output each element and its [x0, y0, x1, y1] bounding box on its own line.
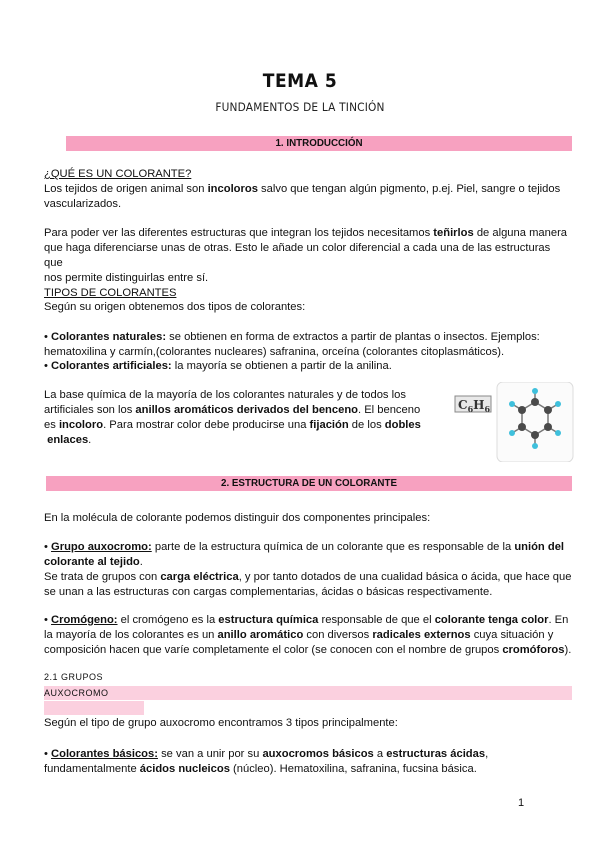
paragraph-1: Los tejidos de origen animal son incoloros salvo que tengan algún pigmento, p.ej. Piel, sangre o tejidos vascularizados.	[44, 183, 561, 210]
page-subtitle: FUNDAMENTOS DE LA TINCIÓN	[215, 100, 385, 114]
subsection-bar-short	[44, 701, 144, 715]
subsection-number: 2.1 GRUPOS	[44, 672, 104, 682]
paragraph-2: Para poder ver las diferentes estructuras que integran los tejidos necesitamos teñirlos de alguna manera que haga diferenciarse unas de otras. Esto le añade un color diferencial a cada una de las estructuras que nos permite distinguirlas entre sí.	[44, 227, 568, 284]
tipos-heading: TIPOS DE COLORANTES	[44, 287, 177, 299]
page-number: 1	[518, 797, 525, 809]
subsection-bar	[44, 686, 572, 700]
benzene-image	[400, 382, 575, 462]
bullet-auxocromo: • Grupo auxocromo: parte de la estructura química de un colorante que es responsable de la unión del colorante al tejido. Se trata de grupos con carga eléctrica, y por tanto dotados de una cualidad básica o ácida, que hace que se unan a las estructuras con cargas complementarias, ácidas o básicas respectivamente.	[44, 541, 572, 598]
bullet-basicos: • Colorantes básicos: se van a unir por su auxocromos básicos a estructuras ácidas, fundamentalmente ácidos nucleicos (núcleo). Hematoxilina, safranina, fucsina básica.	[44, 748, 489, 775]
svg-text:C6H6: $C_6H_6$	[458, 398, 491, 414]
section-band-introduccion: 1. INTRODUCCIÓN	[66, 136, 572, 151]
page-title: TEMA 5	[262, 70, 338, 92]
question-heading: ¿QUÉ ES UN COLORANTE?	[44, 168, 192, 180]
subsection-title: AUXOCROMO	[44, 688, 109, 698]
bullet-naturales: • Colorantes naturales: se obtienen en forma de extractos a partir de plantas o insectos. Ejemplos: hematoxilina y carmín,(colorantes nucleares) safranina, orceína (colorantes citoplasmáticos).	[44, 331, 540, 358]
section-band-estructura: 2. ESTRUCTURA DE UN COLORANTE	[46, 476, 572, 491]
bullet-cromogeno: • Cromógeno: el cromógeno es la estructura química responsable de que el colorante tenga color. En la mayoría de los colorantes es un anillo aromático con diversos radicales externos cuya situación y composición hacen que varíe completamente el color (se conocen con el nombre de grupos cromóforos).	[44, 614, 572, 656]
tipos-auxocromo-intro: Según el tipo de grupo auxocromo encontramos 3 tipos principalmente:	[44, 717, 398, 729]
bullet-artificiales: • Colorantes artificiales: la mayoría se obtienen a partir de la anilina.	[44, 360, 392, 372]
tipos-intro: Según su origen obtenemos dos tipos de colorantes:	[44, 301, 306, 313]
estructura-intro: En la molécula de colorante podemos distinguir dos componentes principales:	[44, 512, 431, 524]
paragraph-benceno: La base química de la mayoría de los colorantes naturales y de todos los artificiales son los anillos aromáticos derivados del benceno. El benceno es incoloro. Para mostrar color debe producirse una fijación de los dobles enlaces.	[44, 389, 421, 446]
